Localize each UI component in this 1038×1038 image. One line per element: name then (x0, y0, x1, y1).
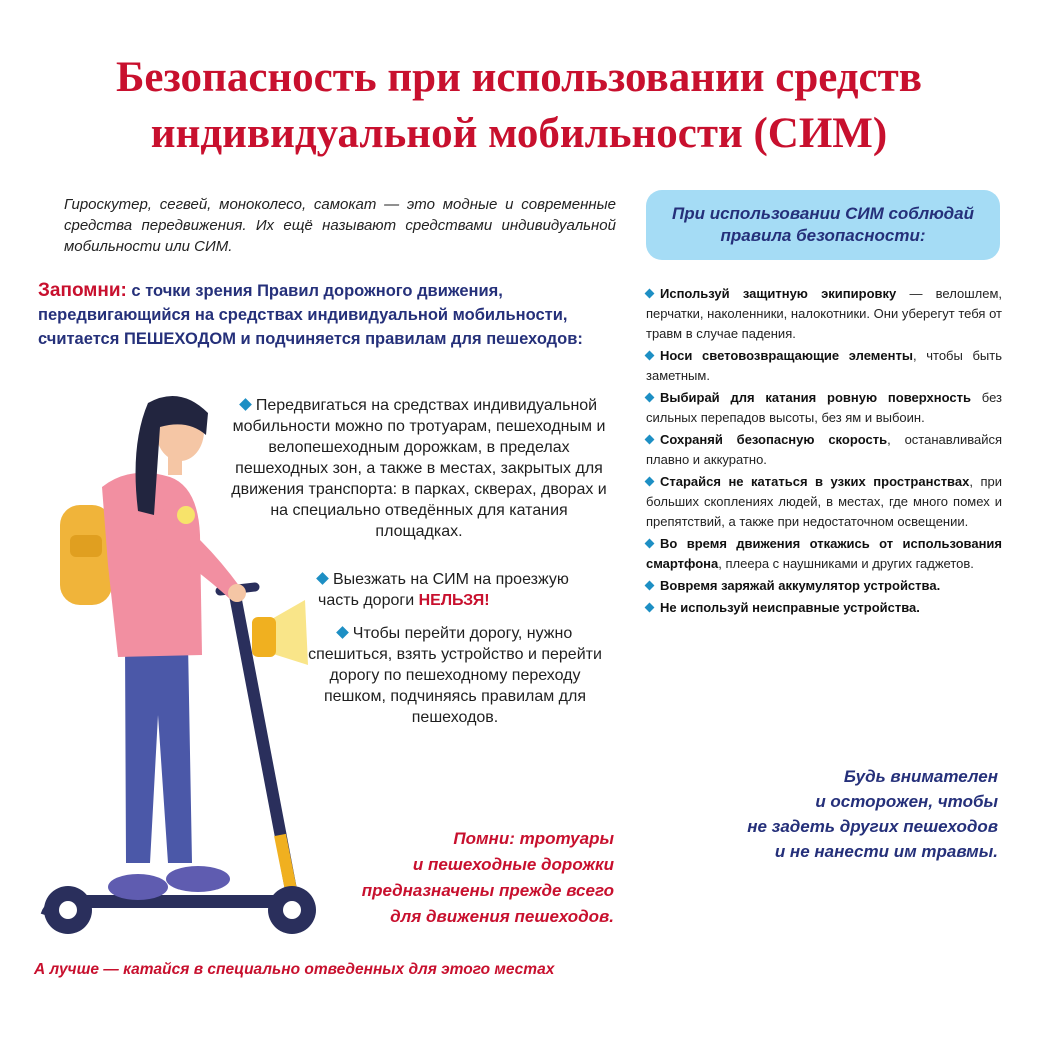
careful-line-3: не задеть других пешеходов (747, 817, 998, 836)
safety-rule-bold: Вовремя заряжай аккумулятор устройства. (660, 578, 941, 593)
safety-rule-item (646, 430, 1002, 470)
intro-paragraph: Гироскутер, сегвей, моноколесо, самокат — это модные и современные средства передвижения. Их ещё называют средствами индивидуальной мобильности или СИМ. (64, 196, 616, 255)
left-rule-1-text: Передвигаться на средствах индивидуальной мобильности можно по тротуарам, пешеходным и велопешеходным дорожкам, в пределах пешеходных зон, а также в местах, закрытых для движения транспорта: в парках, скверах, дворах и на специально отведённых для катания площадках. (231, 397, 607, 540)
safety-rule-item (646, 346, 1002, 386)
title-line-1: Безопасность при использовании средств (116, 54, 922, 101)
diamond-bullet-icon (239, 398, 252, 411)
rear-wheel-icon (44, 886, 92, 934)
diamond-bullet-icon (645, 289, 655, 299)
safety-rule-bold: Во время движения откажись от использования смартфона (646, 536, 1002, 571)
safety-rule-item (646, 534, 1002, 574)
safety-rule-rest: , чтобы быть заметным. (646, 348, 1002, 383)
safety-rules-heading (646, 190, 1000, 260)
safety-rule-bold: Выбирай для катания ровную поверхность (660, 390, 971, 405)
left-rule-2-forbidden: НЕЛЬЗЯ! (418, 592, 490, 609)
bottom-advice: А лучше — катайся в специально отведенных для этого местах (34, 961, 555, 978)
safety-rules-list (646, 284, 1002, 620)
safety-rule-item (646, 388, 1002, 428)
diamond-bullet-icon (645, 393, 655, 403)
safety-rule-bold: Не используй неисправные устройства. (660, 600, 920, 615)
front-wheel-icon (268, 886, 316, 934)
remember-block (38, 279, 616, 351)
safety-heading-line-1: При использовании СИМ соблюдай (671, 204, 974, 223)
careful-line-1: Будь внимателен (843, 767, 998, 786)
backpack-icon (60, 505, 112, 605)
careful-note (676, 764, 998, 864)
safety-rule-rest: — велошлем, перчатки, наколенники, налокотники. Они уберегут тебя от травм в случае падения. (646, 286, 1002, 341)
diamond-bullet-icon (336, 626, 349, 639)
safety-rule-item (646, 284, 1002, 344)
safety-rule-bold: Носи световозвращающие элементы (660, 348, 913, 363)
left-rule-2-text: Выезжать на СИМ на проезжую часть дороги (318, 571, 569, 609)
safety-rule-item (646, 576, 1002, 596)
pomni-line-1: Помни: тротуары (453, 829, 614, 848)
diamond-bullet-icon (316, 572, 329, 585)
safety-rule-bold: Используй защитную экипировку (660, 286, 897, 301)
diamond-bullet-icon (645, 435, 655, 445)
diamond-bullet-icon (645, 477, 655, 487)
careful-line-4: и не нанести им травмы. (774, 842, 998, 861)
safety-rule-rest: , плеера с наушниками и других гаджетов. (718, 556, 974, 571)
safety-rule-item (646, 598, 1002, 618)
title-line-2: индивидуальной мобильности (СИМ) (150, 110, 888, 157)
pomni-line-4: для движения пешеходов. (390, 907, 614, 926)
left-rule-3-text: Чтобы перейти дорогу, нужно спешиться, взять устройство и перейти дорогу по пешеходному переходу пешком, подчиняясь правилам для пешеходов. (308, 625, 602, 726)
remember-text-after: и подчиняется правилам для пешеходов: (235, 330, 583, 348)
careful-line-2: и осторожен, чтобы (815, 792, 998, 811)
safety-rule-bold: Сохраняй безопасную скорость (660, 432, 888, 447)
pomni-line-2: и пешеходные дорожки (412, 855, 614, 874)
left-rule-3 (298, 623, 612, 728)
safety-rule-rest: без сильных перепадов высоты, без ям и выбоин. (646, 390, 1002, 425)
page-title (20, 50, 1018, 162)
safety-rule-rest: , при больших скоплениях людей, в местах, где много помех и препятствий, а также при недостаточном освещении. (646, 474, 1002, 529)
pomni-line-3: предназначены прежде всего (361, 881, 614, 900)
remember-text-before: с точки зрения Правил дорожного движения, передвигающийся на средствах индивидуальной мобильности, считается (38, 282, 568, 348)
pomni-note (318, 826, 614, 930)
diamond-bullet-icon (645, 539, 655, 549)
diamond-bullet-icon (645, 603, 655, 613)
safety-heading-line-2: правила безопасности: (720, 226, 926, 245)
safety-rule-item (646, 472, 1002, 532)
safety-rule-bold: Старайся не кататься в узких пространствах (660, 474, 970, 489)
remember-keyword: Запомни: (38, 280, 127, 301)
diamond-bullet-icon (645, 351, 655, 361)
left-rule-1 (226, 395, 612, 542)
left-rule-2 (318, 569, 612, 611)
diamond-bullet-icon (645, 581, 655, 591)
remember-pedestrian: ПЕШЕХОДОМ (123, 330, 236, 348)
safety-rule-rest: , останавливайся плавно и аккуратно. (646, 432, 1003, 467)
